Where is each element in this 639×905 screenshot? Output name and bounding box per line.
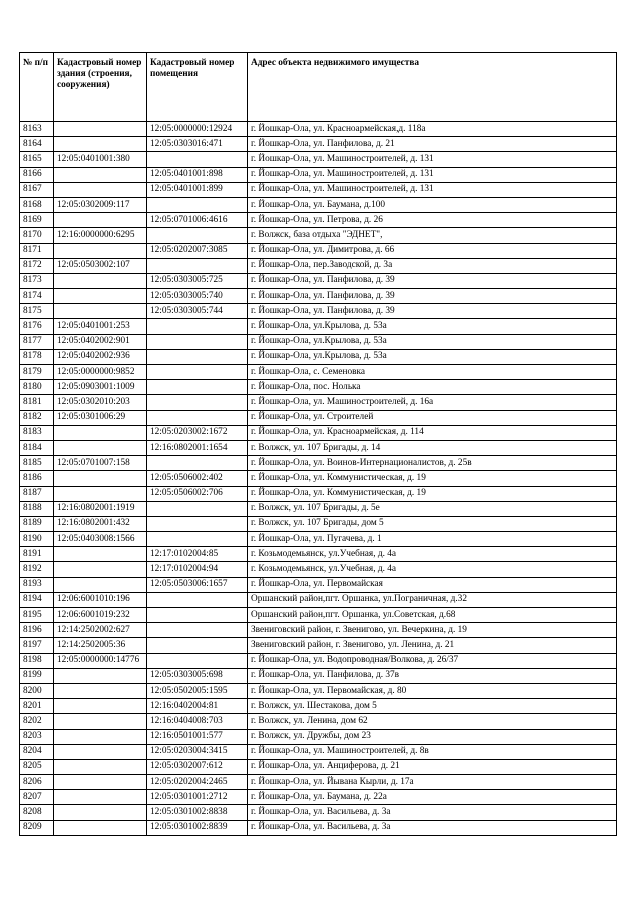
premises-cadastral-number: 12:05:0303016:471: [147, 137, 248, 152]
address: г. Волжск, ул. Шестакова, дом 5: [248, 699, 617, 714]
premises-cadastral-number: 12:17:0102004:94: [147, 562, 248, 577]
table-row: [20, 213, 617, 228]
premises-cadastral-number: 12:05:0303005:725: [147, 273, 248, 288]
table-row: [20, 668, 617, 683]
premises-cadastral-number: [147, 197, 248, 212]
premises-cadastral-number: 12:05:0503006:1657: [147, 577, 248, 592]
building-cadastral-number: [54, 122, 147, 137]
header-building-cadastral-number: Кадастровый номер здания (строения, сооружения): [54, 53, 147, 122]
table-row: [20, 258, 617, 273]
premises-cadastral-number: [147, 410, 248, 425]
address: г. Йошкар-Ола, ул.Крылова, д. 53а: [248, 334, 617, 349]
building-cadastral-number: 12:05:0402002:936: [54, 349, 147, 364]
table-row: [20, 790, 617, 805]
row-number: 8201: [20, 699, 54, 714]
address: г. Йошкар-Ола, ул. Панфилова, д. 39: [248, 289, 617, 304]
table-row: [20, 775, 617, 790]
premises-cadastral-number: 12:05:0401001:899: [147, 182, 248, 197]
table-row: [20, 167, 617, 182]
table-row: [20, 137, 617, 152]
building-cadastral-number: 12:06:6001010:196: [54, 592, 147, 607]
address: г. Йошкар-Ола, ул.Крылова, д. 53а: [248, 349, 617, 364]
premises-cadastral-number: 12:16:0404008:703: [147, 714, 248, 729]
premises-cadastral-number: [147, 516, 248, 531]
table-row: [20, 532, 617, 547]
address: г. Йошкар-Ола, ул. Строителей: [248, 410, 617, 425]
building-cadastral-number: [54, 759, 147, 774]
premises-cadastral-number: 12:05:0401001:898: [147, 167, 248, 182]
premises-cadastral-number: [147, 319, 248, 334]
row-number: 8195: [20, 608, 54, 623]
row-number: 8188: [20, 501, 54, 516]
table-row: [20, 304, 617, 319]
address: Звениговский район, г. Звенигово, ул. Ленина, д. 21: [248, 638, 617, 653]
row-number: 8175: [20, 304, 54, 319]
building-cadastral-number: 12:05:0302010:203: [54, 395, 147, 410]
table-row: [20, 501, 617, 516]
address: г. Йошкар-Ола, ул. Красноармейская,д. 118а: [248, 122, 617, 137]
premises-cadastral-number: 12:05:0502005:1595: [147, 683, 248, 698]
table-row: [20, 334, 617, 349]
address: г. Волжск, ул. 107 Бригады, д. 5е: [248, 501, 617, 516]
address: г. Волжск, ул. Дружбы, дом 23: [248, 729, 617, 744]
premises-cadastral-number: 12:05:0701006:4616: [147, 213, 248, 228]
row-number: 8176: [20, 319, 54, 334]
row-number: 8192: [20, 562, 54, 577]
premises-cadastral-number: 12:05:0302007:612: [147, 759, 248, 774]
row-number: 8194: [20, 592, 54, 607]
building-cadastral-number: 12:16:0802001:432: [54, 516, 147, 531]
table-row: [20, 380, 617, 395]
row-number: 8179: [20, 365, 54, 380]
premises-cadastral-number: [147, 653, 248, 668]
table-row: [20, 440, 617, 455]
address: г. Йошкар-Ола, ул. Пугачева, д. 1: [248, 532, 617, 547]
cadastral-register-table: [19, 52, 617, 836]
row-number: 8191: [20, 547, 54, 562]
address: г. Йошкар-Ола, ул. Панфилова, д. 39: [248, 304, 617, 319]
premises-cadastral-number: 12:05:0303005:740: [147, 289, 248, 304]
building-cadastral-number: 12:05:0403008:1566: [54, 532, 147, 547]
premises-cadastral-number: [147, 228, 248, 243]
premises-cadastral-number: 12:16:0501001:577: [147, 729, 248, 744]
row-number: 8170: [20, 228, 54, 243]
address: г. Йошкар-Ола, ул. Панфилова, д. 37в: [248, 668, 617, 683]
premises-cadastral-number: [147, 501, 248, 516]
premises-cadastral-number: 12:05:0303005:698: [147, 668, 248, 683]
building-cadastral-number: 12:06:6001019:232: [54, 608, 147, 623]
table-row: [20, 243, 617, 258]
building-cadastral-number: 12:05:0000000:14776: [54, 653, 147, 668]
row-number: 8177: [20, 334, 54, 349]
premises-cadastral-number: [147, 349, 248, 364]
address: г. Йошкар-Ола, ул. Машиностроителей, д. 16а: [248, 395, 617, 410]
premises-cadastral-number: [147, 592, 248, 607]
row-number: 8205: [20, 759, 54, 774]
building-cadastral-number: [54, 137, 147, 152]
address: г. Волжск, ул. 107 Бригады, д. 14: [248, 440, 617, 455]
building-cadastral-number: [54, 167, 147, 182]
row-number: 8203: [20, 729, 54, 744]
table-row: [20, 349, 617, 364]
table-row: [20, 562, 617, 577]
table-row: [20, 608, 617, 623]
table-row: [20, 152, 617, 167]
building-cadastral-number: 12:05:0503002:107: [54, 258, 147, 273]
building-cadastral-number: [54, 471, 147, 486]
address: г. Йошкар-Ола, ул. Первомайская, д. 80: [248, 683, 617, 698]
premises-cadastral-number: 12:05:0301002:8839: [147, 820, 248, 835]
row-number: 8174: [20, 289, 54, 304]
row-number: 8204: [20, 744, 54, 759]
premises-cadastral-number: [147, 380, 248, 395]
address: г. Йошкар-Ола, ул. Баумана, д. 22а: [248, 790, 617, 805]
header-number: № п/п: [20, 53, 54, 122]
address: г. Йошкар-Ола, ул. Воинов-Интернационалистов, д. 25в: [248, 456, 617, 471]
row-number: 8193: [20, 577, 54, 592]
table-row: [20, 425, 617, 440]
address: г. Йошкар-Ола, ул. Коммунистическая, д. 19: [248, 471, 617, 486]
table-row: [20, 516, 617, 531]
table-row: [20, 410, 617, 425]
address: г. Йошкар-Ола, ул. Петрова, д. 26: [248, 213, 617, 228]
row-number: 8183: [20, 425, 54, 440]
row-number: 8208: [20, 805, 54, 820]
table-row: [20, 319, 617, 334]
building-cadastral-number: [54, 775, 147, 790]
table-row: [20, 273, 617, 288]
building-cadastral-number: 12:14:2502002:627: [54, 623, 147, 638]
premises-cadastral-number: 12:05:0301001:2712: [147, 790, 248, 805]
address: г. Йошкар-Ола, ул. Анциферова, д. 21: [248, 759, 617, 774]
building-cadastral-number: 12:05:0401001:380: [54, 152, 147, 167]
building-cadastral-number: 12:05:0701007:158: [54, 456, 147, 471]
address: г. Волжск, ул. Ленина, дом 62: [248, 714, 617, 729]
building-cadastral-number: [54, 668, 147, 683]
table-body: [20, 122, 617, 836]
building-cadastral-number: [54, 304, 147, 319]
row-number: 8182: [20, 410, 54, 425]
row-number: 8185: [20, 456, 54, 471]
row-number: 8166: [20, 167, 54, 182]
premises-cadastral-number: [147, 456, 248, 471]
address: г. Йошкар-Ола, пос. Нолька: [248, 380, 617, 395]
table-row: [20, 197, 617, 212]
address: г. Йошкар-Ола, ул. Панфилова, д. 39: [248, 273, 617, 288]
address: г. Йошкар-Ола, ул. Первомайская: [248, 577, 617, 592]
row-number: 8202: [20, 714, 54, 729]
premises-cadastral-number: [147, 532, 248, 547]
building-cadastral-number: [54, 486, 147, 501]
building-cadastral-number: [54, 547, 147, 562]
building-cadastral-number: 12:05:0000000:9852: [54, 365, 147, 380]
building-cadastral-number: [54, 683, 147, 698]
address: г. Йошкар-Ола, ул. Машиностроителей, д. 131: [248, 182, 617, 197]
row-number: 8187: [20, 486, 54, 501]
row-number: 8186: [20, 471, 54, 486]
table-row: [20, 638, 617, 653]
address: Оршанский район,пгт. Оршанка, ул.Советская, д.68: [248, 608, 617, 623]
row-number: 8184: [20, 440, 54, 455]
table-row: [20, 395, 617, 410]
row-number: 8167: [20, 182, 54, 197]
building-cadastral-number: [54, 182, 147, 197]
building-cadastral-number: [54, 729, 147, 744]
premises-cadastral-number: 12:16:0402004:81: [147, 699, 248, 714]
premises-cadastral-number: [147, 395, 248, 410]
row-number: 8207: [20, 790, 54, 805]
row-number: 8197: [20, 638, 54, 653]
table-row: [20, 744, 617, 759]
building-cadastral-number: [54, 213, 147, 228]
building-cadastral-number: 12:14:2502005:36: [54, 638, 147, 653]
address: г. Йошкар-Ола, ул. Водопроводная/Волкова, д. 26/37: [248, 653, 617, 668]
table-row: [20, 486, 617, 501]
address: г. Йошкар-Ола, ул. Панфилова, д. 21: [248, 137, 617, 152]
table-row: [20, 365, 617, 380]
address: г. Козьмодемьянск, ул.Учебная, д. 4а: [248, 547, 617, 562]
row-number: 8165: [20, 152, 54, 167]
address: г. Йошкар-Ола, ул. Баумана, д.100: [248, 197, 617, 212]
building-cadastral-number: [54, 714, 147, 729]
row-number: 8181: [20, 395, 54, 410]
table-row: [20, 714, 617, 729]
row-number: 8199: [20, 668, 54, 683]
header-row: [20, 53, 617, 122]
building-cadastral-number: [54, 273, 147, 288]
premises-cadastral-number: [147, 334, 248, 349]
table-row: [20, 122, 617, 137]
building-cadastral-number: [54, 440, 147, 455]
address: г. Йошкар-Ола, с. Семеновка: [248, 365, 617, 380]
building-cadastral-number: [54, 744, 147, 759]
address: г. Йошкар-Ола, ул.Крылова, д. 53а: [248, 319, 617, 334]
table-row: [20, 699, 617, 714]
address: г. Йошкар-Ола, ул. Йывана Кырли, д. 17а: [248, 775, 617, 790]
premises-cadastral-number: 12:05:0303005:744: [147, 304, 248, 319]
address: г. Йошкар-Ола, пер.Заводской, д. 3а: [248, 258, 617, 273]
building-cadastral-number: [54, 805, 147, 820]
address: г. Козьмодемьянск, ул.Учебная, д. 4а: [248, 562, 617, 577]
building-cadastral-number: 12:16:0802001:1919: [54, 501, 147, 516]
building-cadastral-number: [54, 425, 147, 440]
premises-cadastral-number: 12:05:0202007:3085: [147, 243, 248, 258]
address: г. Йошкар-Ола, ул. Васильева, д. 3а: [248, 805, 617, 820]
row-number: 8190: [20, 532, 54, 547]
table-row: [20, 577, 617, 592]
building-cadastral-number: [54, 699, 147, 714]
premises-cadastral-number: [147, 608, 248, 623]
table-row: [20, 456, 617, 471]
premises-cadastral-number: 12:05:0506002:706: [147, 486, 248, 501]
premises-cadastral-number: 12:05:0506002:402: [147, 471, 248, 486]
address: г. Йошкар-Ола, ул. Васильева, д. 3а: [248, 820, 617, 835]
address: г. Йошкар-Ола, ул. Машиностроителей, д. 131: [248, 152, 617, 167]
table-row: [20, 592, 617, 607]
premises-cadastral-number: 12:17:0102004:85: [147, 547, 248, 562]
table-row: [20, 182, 617, 197]
header-premises-cadastral-number: Кадастровый номер помещения: [147, 53, 248, 122]
row-number: 8172: [20, 258, 54, 273]
row-number: 8200: [20, 683, 54, 698]
premises-cadastral-number: 12:16:0802001:1654: [147, 440, 248, 455]
building-cadastral-number: 12:05:0903001:1009: [54, 380, 147, 395]
premises-cadastral-number: [147, 152, 248, 167]
building-cadastral-number: [54, 289, 147, 304]
building-cadastral-number: 12:05:0301006:29: [54, 410, 147, 425]
address: Звениговский район, г. Звенигово, ул. Вечеркина, д. 19: [248, 623, 617, 638]
premises-cadastral-number: 12:05:0202004:2465: [147, 775, 248, 790]
table-row: [20, 289, 617, 304]
row-number: 8189: [20, 516, 54, 531]
row-number: 8209: [20, 820, 54, 835]
row-number: 8206: [20, 775, 54, 790]
building-cadastral-number: [54, 577, 147, 592]
table-row: [20, 805, 617, 820]
row-number: 8164: [20, 137, 54, 152]
building-cadastral-number: 12:05:0401001:253: [54, 319, 147, 334]
building-cadastral-number: [54, 790, 147, 805]
premises-cadastral-number: [147, 638, 248, 653]
table-row: [20, 623, 617, 638]
building-cadastral-number: [54, 243, 147, 258]
header-address: Адрес объекта недвижимого имущества: [248, 53, 617, 122]
row-number: 8171: [20, 243, 54, 258]
table-row: [20, 683, 617, 698]
address: г. Волжск, ул. 107 Бригады, дом 5: [248, 516, 617, 531]
table-row: [20, 820, 617, 835]
building-cadastral-number: 12:05:0402002:901: [54, 334, 147, 349]
table-row: [20, 547, 617, 562]
row-number: 8173: [20, 273, 54, 288]
address: г. Йошкар-Ола, ул. Машиностроителей, д. 131: [248, 167, 617, 182]
premises-cadastral-number: 12:05:0000000:12924: [147, 122, 248, 137]
row-number: 8163: [20, 122, 54, 137]
table-row: [20, 759, 617, 774]
row-number: 8169: [20, 213, 54, 228]
building-cadastral-number: 12:16:0000000:6295: [54, 228, 147, 243]
premises-cadastral-number: 12:05:0203004:3415: [147, 744, 248, 759]
row-number: 8180: [20, 380, 54, 395]
building-cadastral-number: [54, 820, 147, 835]
table-row: [20, 653, 617, 668]
address: Оршанский район,пгт. Оршанка, ул.Пограничная, д.32: [248, 592, 617, 607]
building-cadastral-number: [54, 562, 147, 577]
row-number: 8196: [20, 623, 54, 638]
premises-cadastral-number: [147, 623, 248, 638]
address: г. Йошкар-Ола, ул. Коммунистическая, д. 19: [248, 486, 617, 501]
table-row: [20, 471, 617, 486]
address: г. Йошкар-Ола, ул. Машиностроителей, д. 8в: [248, 744, 617, 759]
table-row: [20, 729, 617, 744]
address: г. Йошкар-Ола, ул. Димитрова, д. 66: [248, 243, 617, 258]
row-number: 8178: [20, 349, 54, 364]
premises-cadastral-number: [147, 365, 248, 380]
building-cadastral-number: 12:05:0302009:117: [54, 197, 147, 212]
table-header: [20, 53, 617, 122]
premises-cadastral-number: [147, 258, 248, 273]
table-row: [20, 228, 617, 243]
premises-cadastral-number: 12:05:0203002:1672: [147, 425, 248, 440]
address: г. Волжск, база отдыха "ЭДНЕТ",: [248, 228, 617, 243]
address: г. Йошкар-Ола, ул. Красноармейская, д. 114: [248, 425, 617, 440]
row-number: 8198: [20, 653, 54, 668]
row-number: 8168: [20, 197, 54, 212]
premises-cadastral-number: 12:05:0301002:8838: [147, 805, 248, 820]
